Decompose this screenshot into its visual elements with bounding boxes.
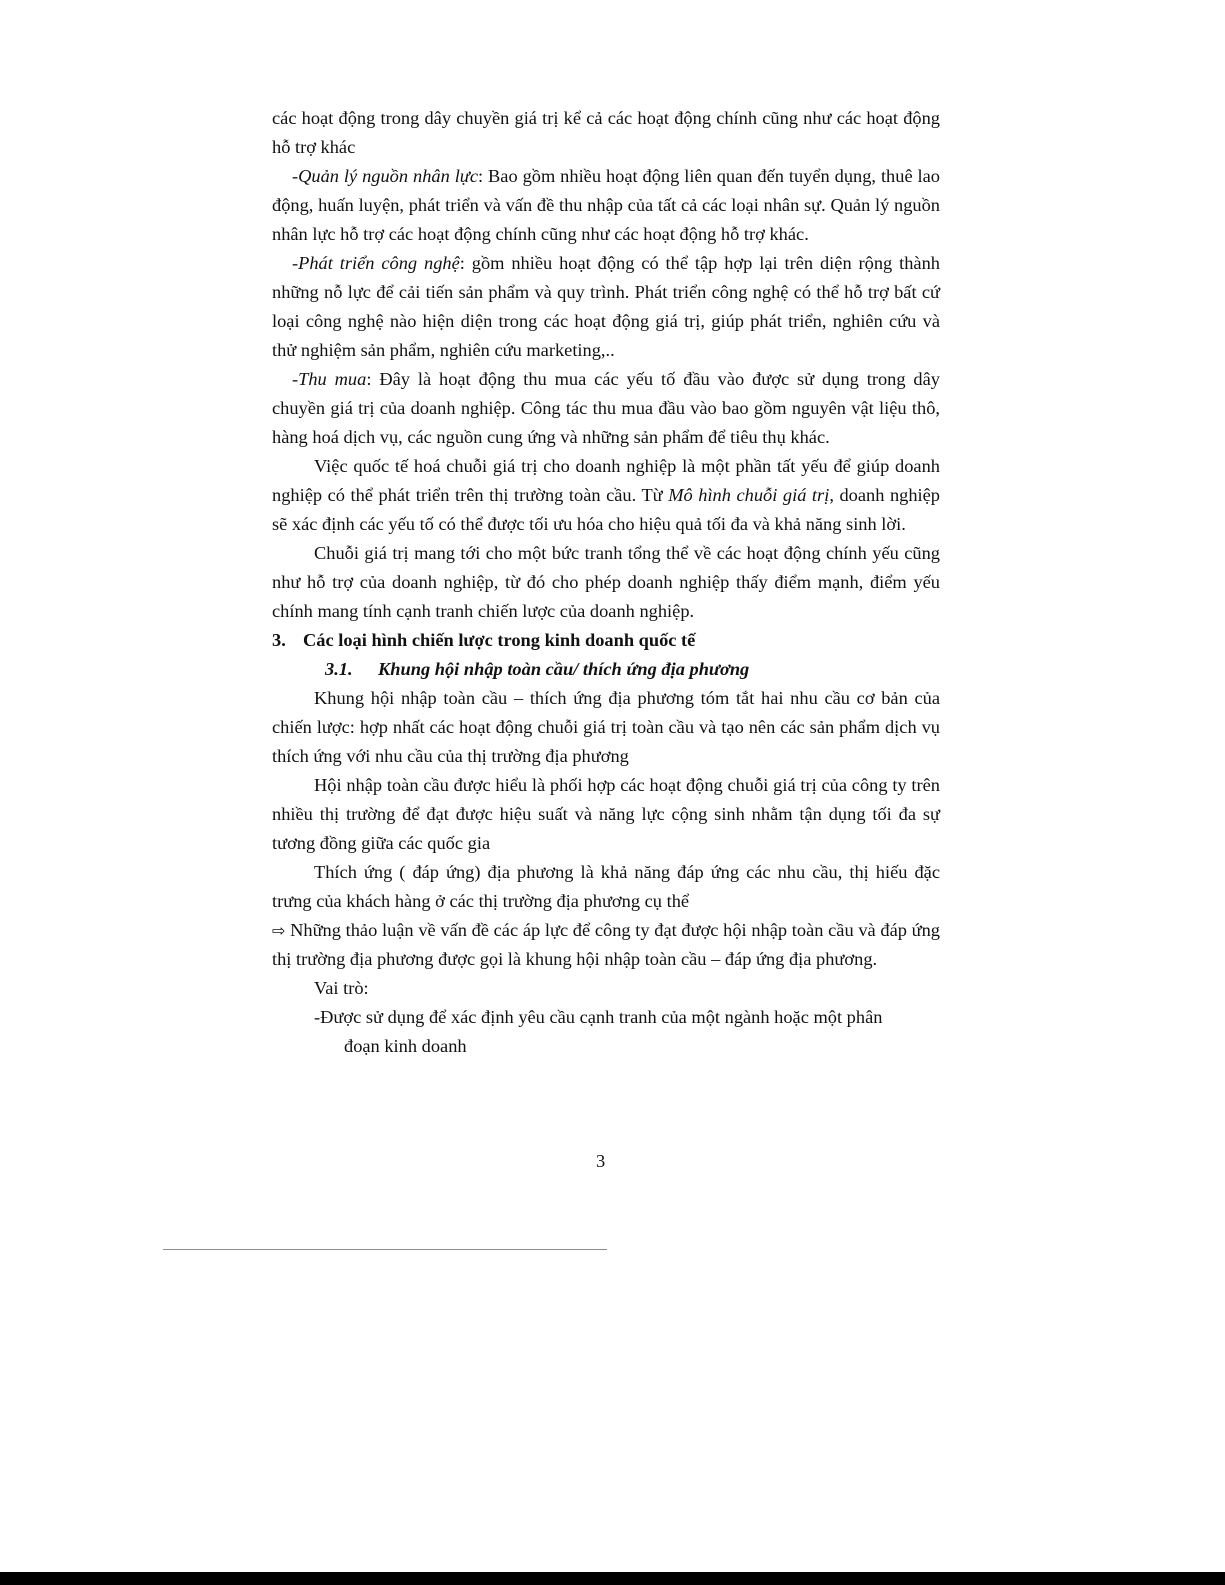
paragraph-global-integration: Hội nhập toàn cầu được hiểu là phối hợp các hoạt động chuỗi giá trị của công ty trên nhiều thị trường để đạt được hiệu suất và năng lực cộng sinh nhằm tận dụng tối đa sự tương đồng giữa các quốc gia <box>272 775 940 853</box>
subsection-heading-3-1 <box>272 655 940 684</box>
paragraph-hr-management: -Quản lý nguồn nhân lực: Bao gồm nhiều hoạt động liên quan đến tuyển dụng, thuê lao động, huấn luyện, phát triển và vấn đề thu nhập của tất cả các loại nhân sự. Quản lý nguồn nhân lực hỗ trợ các hoạt động chính cũng như các hoạt động hỗ trợ khác. <box>272 166 940 244</box>
internationalization-text-b: , doanh nghiệp sẽ xác định các yếu tố có thể được tối ưu hóa cho hiệu quả tối đa và khả năng sinh lời. <box>272 485 940 534</box>
term-technology-development: Phát triển công nghệ <box>298 253 460 273</box>
right-arrow-icon: ⇨ <box>272 921 286 940</box>
procurement-description: : Đây là hoạt động thu mua các yếu tố đầu vào được sử dụng trong dây chuyền giá trị của doanh nghiệp. Công tác thu mua đầu vào bao gồm nguyên vật liệu thô, hàng hoá dịch vụ, các nguồn cung ứng và những sản phẩm để tiêu thụ khác. <box>272 369 940 447</box>
subsection-title: Khung hội nhập toàn cầu/ thích ứng địa phương <box>378 659 750 679</box>
role-item-line-1: -Được sử dụng để xác định yêu cầu cạnh tranh của một ngành hoặc một phân <box>314 1007 883 1027</box>
paragraph-internationalization <box>272 452 940 539</box>
paragraph-technology-development: -Phát triển công nghệ: gồm nhiều hoạt động có thể tập hợp lại trên diện rộng thành những nỗ lực để cải tiến sản phẩm và quy trình. Phát triển công nghệ có thể hỗ trợ bất cứ loại công nghệ nào hiện diện trong các hoạt động giá trị, giúp phát triển, nghiên cứu và thử nghiệm sản phẩm, nghiên cứu marketing,.. <box>272 253 940 360</box>
paragraph-value-chain-overview: Chuỗi giá trị mang tới cho một bức tranh tổng thể về các hoạt động chính yếu cũng như hỗ trợ của doanh nghiệp, từ đó cho phép doanh nghiệp thấy điểm mạnh, điểm yếu chính mang tính cạnh tranh chiến lược của doanh nghiệp. <box>272 543 940 621</box>
page-number: 3 <box>596 1151 606 1171</box>
paragraph-local-responsiveness: Thích ứng ( đáp ứng) địa phương là khả năng đáp ứng các nhu cầu, thị hiếu đặc trưng của khách hàng ở các thị trường địa phương cụ thể <box>272 862 940 911</box>
footnote-separator <box>163 1249 607 1250</box>
internationalization-text-a: Việc quốc tế hoá chuỗi giá trị cho doanh nghiệp là một phần tất yếu để giúp doanh nghiệp có thể phát triển trên thị trường toàn cầu. Từ <box>272 456 940 505</box>
roles-list <box>272 1003 940 1061</box>
term-hr-management: Quản lý nguồn nhân lực <box>298 166 478 186</box>
hr-description: : Bao gồm nhiều hoạt động liên quan đến tuyển dụng, thuê lao động, huấn luyện, phát triển và vấn đề thu nhập của tất cả các loại nhân sự. Quản lý nguồn nhân lực hỗ trợ các hoạt động chính cũng như các hoạt động hỗ trợ khác. <box>272 166 940 244</box>
conclusion-text: Những thảo luận về vấn đề các áp lực để công ty đạt được hội nhập toàn cầu và đáp ứng thị trường địa phương được gọi là khung hội nhập toàn cầu – đáp ứng địa phương. <box>272 920 940 969</box>
value-chain-model-term: Mô hình chuỗi giá trị <box>668 485 830 505</box>
section-number: 3. <box>272 630 286 650</box>
section-title: Các loại hình chiến lược trong kinh doanh quốc tế <box>303 630 696 650</box>
page-bottom-edge <box>0 1572 1225 1585</box>
term-procurement: Thu mua <box>298 369 367 389</box>
subsection-number: 3.1. <box>325 659 353 679</box>
role-item-line-2: đoạn kinh doanh <box>344 1036 467 1056</box>
paragraph-conclusion <box>272 916 940 974</box>
paragraph-framework-summary: Khung hội nhập toàn cầu – thích ứng địa phương tóm tắt hai nhu cầu cơ bản của chiến lược: hợp nhất các hoạt động chuỗi giá trị toàn cầu và tạo nên các sản phẩm dịch vụ thích ứng với nhu cầu của thị trường địa phương <box>272 688 940 766</box>
technology-description: : gồm nhiều hoạt động có thể tập hợp lại trên diện rộng thành những nỗ lực để cải tiến sản phẩm và quy trình. Phát triển công nghệ có thể hỗ trợ bất cứ loại công nghệ nào hiện diện trong các hoạt động giá trị, giúp phát triển, nghiên cứu và thử nghiệm sản phẩm, nghiên cứu marketing,.. <box>272 253 940 360</box>
paragraph-procurement: -Thu mua: Đây là hoạt động thu mua các yếu tố đầu vào được sử dụng trong dây chuyền giá trị của doanh nghiệp. Công tác thu mua đầu vào bao gồm nguyên vật liệu thô, hàng hoá dịch vụ, các nguồn cung ứng và những sản phẩm để tiêu thụ khác. <box>272 369 940 447</box>
page-body <box>272 104 940 1061</box>
paragraph-support-activities: các hoạt động trong dây chuyền giá trị kể cả các hoạt động chính cũng như các hoạt động hỗ trợ khác <box>272 108 940 157</box>
section-heading-3 <box>272 626 940 655</box>
list-item <box>314 1003 940 1061</box>
roles-label: Vai trò: <box>314 978 369 998</box>
